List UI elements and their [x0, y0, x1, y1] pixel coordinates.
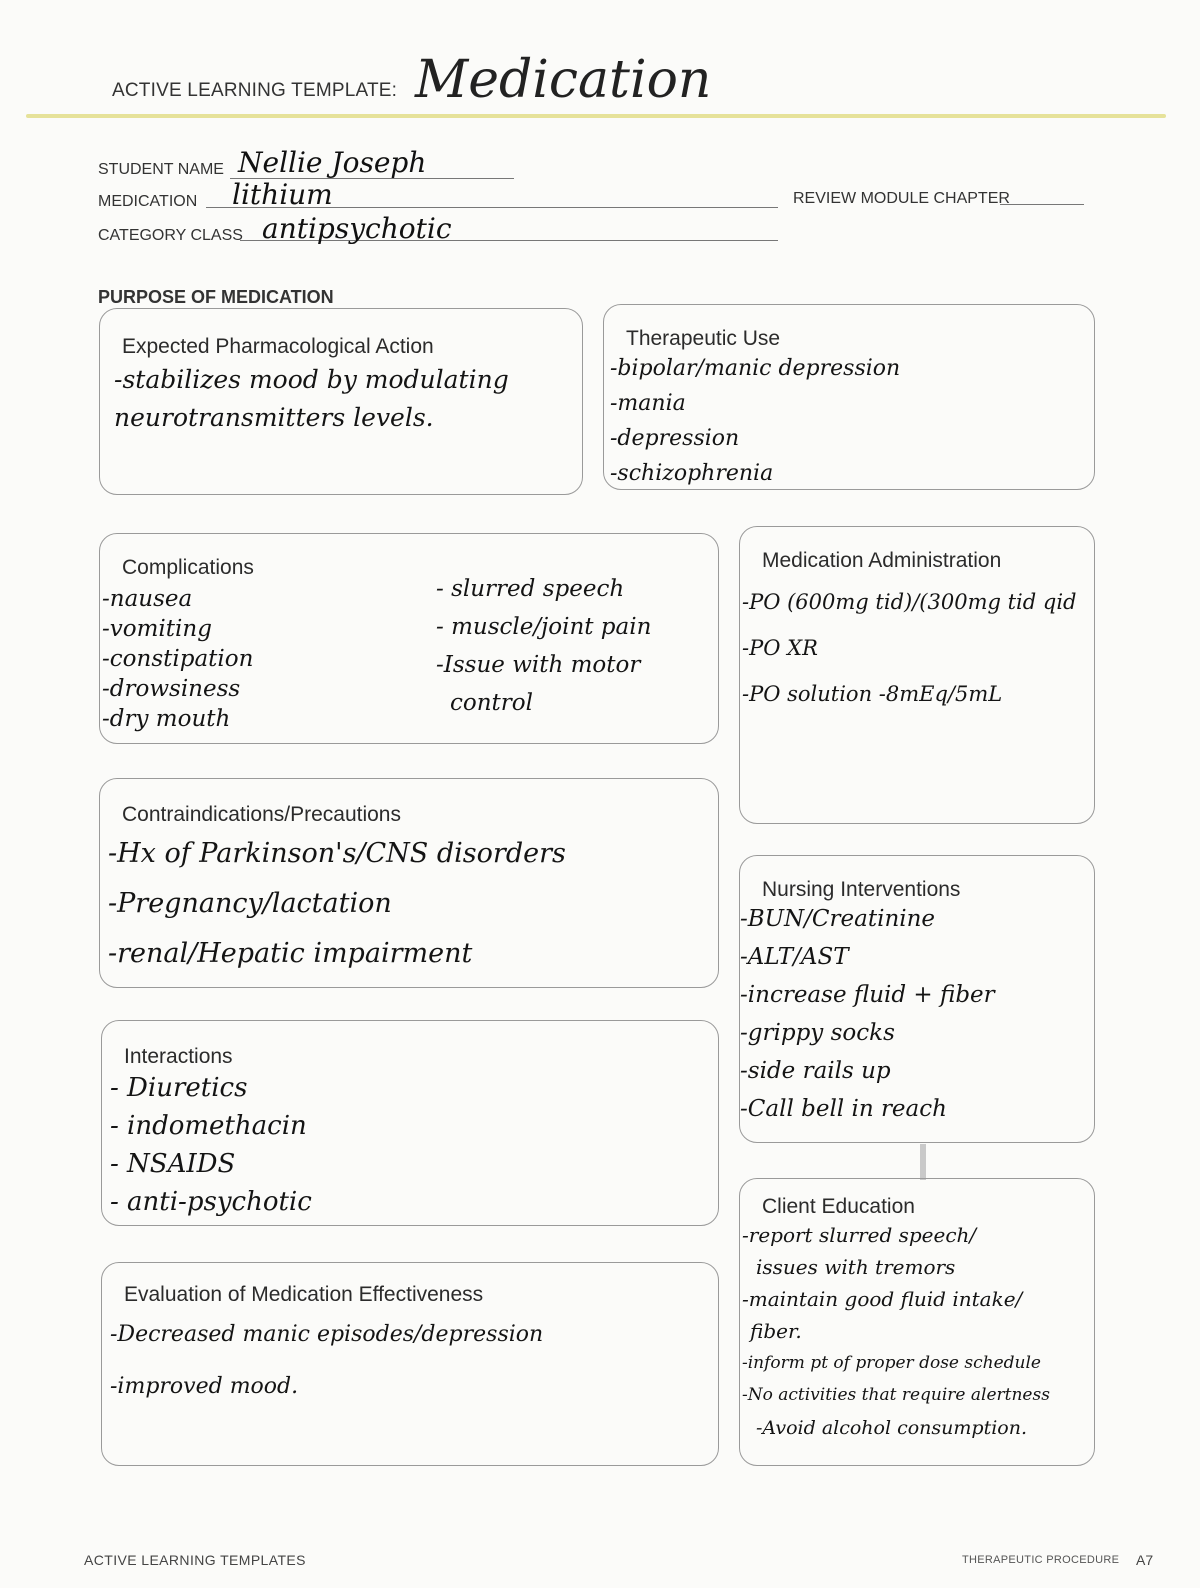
expected-action-title: Expected Pharmacological Action — [122, 335, 434, 358]
complication-item: -constipation — [102, 646, 254, 672]
contraindication-item: -renal/Hepatic impairment — [108, 938, 473, 969]
purpose-heading: PURPOSE OF MEDICATION — [98, 287, 334, 307]
therapeutic-use-line: -mania — [610, 391, 686, 416]
administration-item: -PO XR — [742, 636, 818, 660]
client-education-title: Client Education — [762, 1195, 915, 1218]
review-module-label: REVIEW MODULE CHAPTER — [793, 190, 1010, 207]
intervention-item: -ALT/AST — [740, 944, 849, 970]
evaluation-list — [110, 1309, 543, 1413]
box-connector — [920, 1144, 926, 1180]
expected-action-line: neurotransmitters levels. — [114, 403, 434, 432]
intervention-item: -Call bell in reach — [740, 1096, 947, 1122]
student-name-label: STUDENT NAME — [98, 161, 224, 178]
contraindications-list — [108, 829, 566, 979]
footer-right-text: THERAPEUTIC PROCEDURE — [962, 1554, 1120, 1566]
evaluation-box — [101, 1262, 719, 1466]
interaction-item: - NSAIDS — [110, 1149, 236, 1179]
contraindications-box — [99, 778, 719, 988]
education-item: -inform pt of proper dose schedule — [742, 1353, 1041, 1373]
therapeutic-use-title: Therapeutic Use — [626, 327, 781, 350]
education-item: issues with tremors — [756, 1255, 956, 1279]
medication-administration-box — [739, 526, 1095, 824]
evaluation-title: Evaluation of Medication Effectiveness — [124, 1283, 484, 1306]
complication-item: -drowsiness — [102, 676, 241, 702]
complications-list-left — [102, 584, 253, 734]
template-label: ACTIVE LEARNING TEMPLATE: — [112, 80, 398, 101]
header-divider — [26, 114, 1166, 118]
complication-item: -vomiting — [102, 616, 212, 642]
interactions-list — [110, 1069, 312, 1221]
complications-list-right — [436, 570, 651, 722]
education-item: -report slurred speech/ — [742, 1223, 977, 1247]
education-item: -maintain good fluid intake/ — [742, 1287, 1023, 1311]
nursing-interventions-box — [739, 855, 1095, 1143]
education-item: -Avoid alcohol consumption. — [756, 1417, 1028, 1439]
intervention-item: -increase fluid + fiber — [740, 982, 995, 1008]
footer-left-text: ACTIVE LEARNING TEMPLATES — [84, 1552, 306, 1568]
interactions-box — [101, 1020, 719, 1226]
nursing-interventions-title: Nursing Interventions — [762, 878, 961, 901]
complications-title: Complications — [122, 556, 254, 579]
evaluation-item: -improved mood. — [110, 1374, 299, 1399]
category-class-field[interactable]: antipsychotic — [262, 212, 452, 245]
expected-action-list — [114, 361, 509, 437]
education-item: -No activities that require alertness — [742, 1385, 1050, 1405]
intervention-item: -side rails up — [740, 1058, 891, 1084]
client-education-list — [742, 1219, 1050, 1445]
complications-box — [99, 533, 719, 744]
complication-item: -dry mouth — [102, 706, 231, 732]
intervention-item: -BUN/Creatinine — [740, 906, 936, 932]
page-number: A7 — [1136, 1552, 1154, 1568]
evaluation-item: -Decreased manic episodes/depression — [110, 1322, 544, 1347]
interactions-title: Interactions — [124, 1045, 233, 1068]
administration-item: -PO solution -8mEq/5mL — [742, 682, 1003, 706]
contraindication-item: -Hx of Parkinson's/CNS disorders — [108, 838, 566, 869]
interaction-item: - anti-psychotic — [110, 1187, 312, 1217]
contraindication-item: -Pregnancy/lactation — [108, 888, 392, 919]
medication-administration-list — [742, 579, 1076, 717]
nursing-interventions-list — [740, 900, 995, 1128]
complication-item: -Issue with motor — [436, 652, 641, 678]
medication-field[interactable]: lithium — [232, 178, 333, 211]
intervention-item: -grippy socks — [740, 1020, 895, 1046]
expected-action-line: -stabilizes mood by modulating — [114, 365, 509, 394]
therapeutic-use-list — [610, 351, 900, 491]
medication-administration-title: Medication Administration — [762, 549, 1002, 572]
complication-item: - slurred speech — [436, 576, 625, 602]
client-education-box — [739, 1178, 1095, 1466]
page-title: Medication — [415, 50, 712, 110]
therapeutic-use-box — [603, 304, 1095, 490]
interaction-item: - indomethacin — [110, 1111, 307, 1141]
expected-action-box — [99, 308, 583, 495]
therapeutic-use-line: -schizophrenia — [610, 461, 774, 486]
category-class-label: CATEGORY CLASS — [98, 227, 243, 244]
student-name-field[interactable]: Nellie Joseph — [238, 146, 427, 179]
medication-label: MEDICATION — [98, 193, 198, 210]
administration-item: -PO (600mg tid)/(300mg tid qid — [742, 590, 1077, 614]
interaction-item: - Diuretics — [110, 1073, 248, 1103]
review-module-underline — [1000, 204, 1084, 205]
complication-item: - muscle/joint pain — [436, 614, 652, 640]
education-item: fiber. — [750, 1319, 802, 1343]
contraindications-title: Contraindications/Precautions — [122, 803, 401, 826]
therapeutic-use-line: -bipolar/manic depression — [610, 356, 901, 381]
complication-item: -nausea — [102, 586, 193, 612]
complication-item: control — [450, 690, 533, 716]
therapeutic-use-line: -depression — [610, 426, 740, 451]
